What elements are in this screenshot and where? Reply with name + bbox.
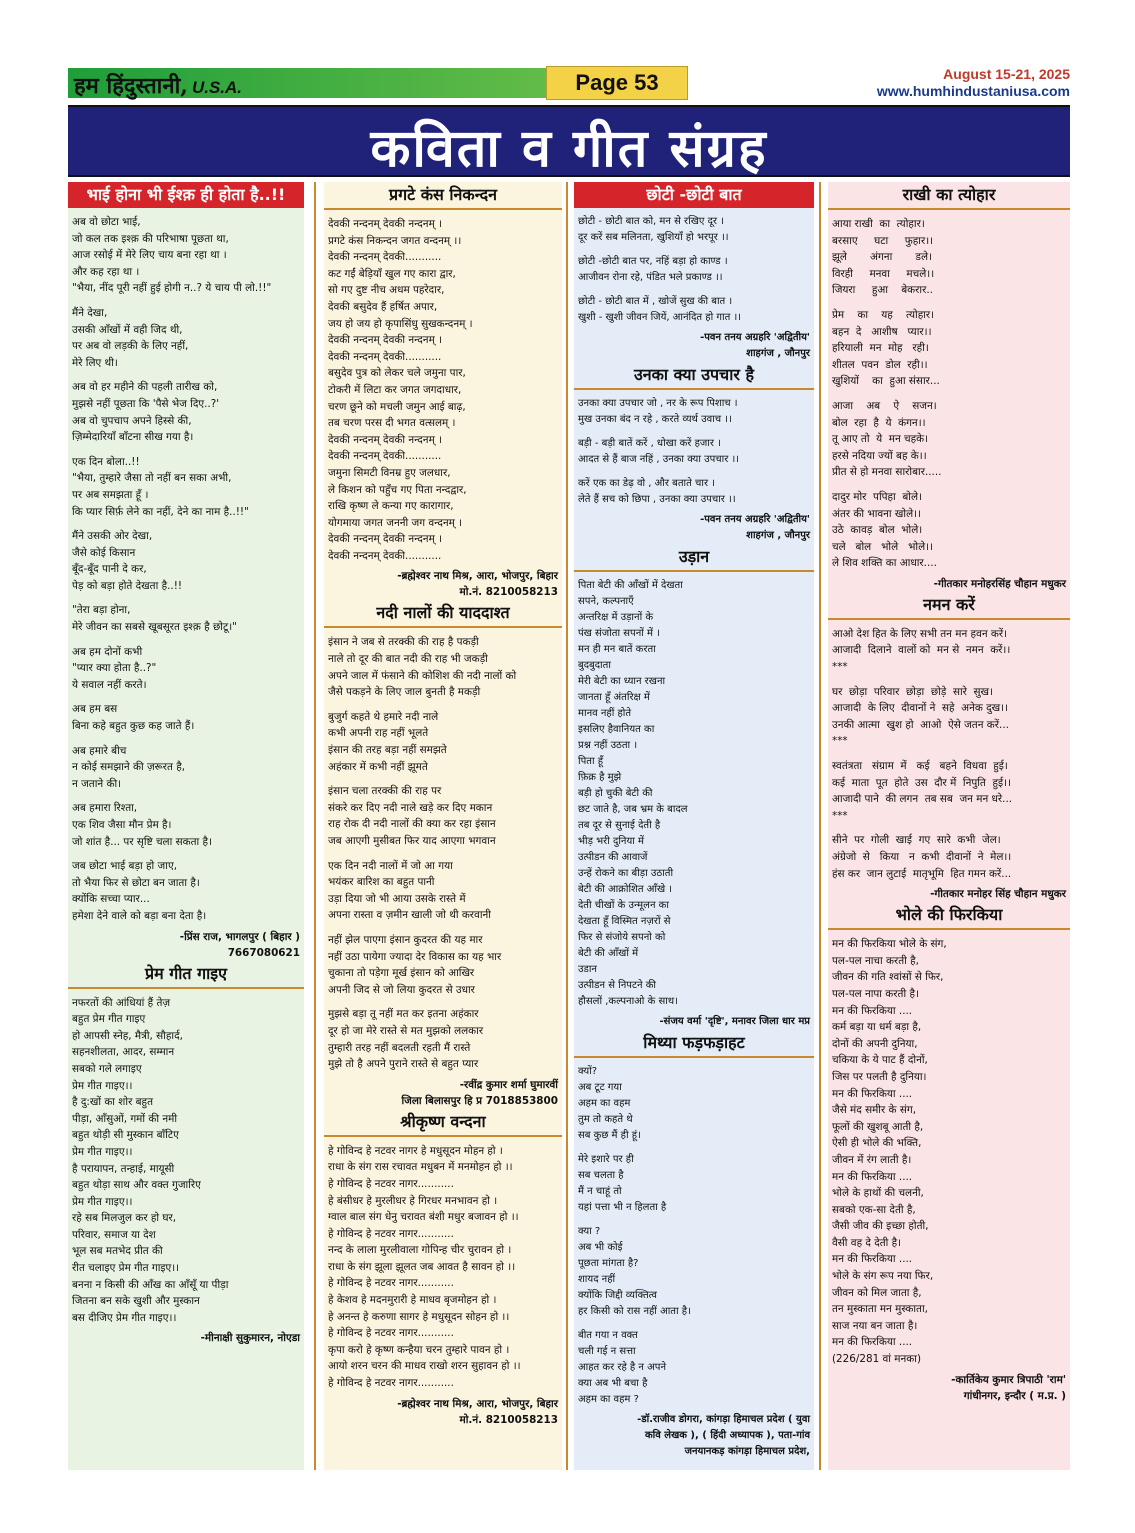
section-banner (68, 105, 1070, 177)
paper-name-usa: U.S.A. (191, 78, 242, 97)
poem-title: नमन करें (828, 592, 1070, 620)
poem-body (574, 396, 814, 544)
poem-body (574, 578, 814, 1030)
poem-body (828, 626, 1070, 902)
poem-body (828, 936, 1070, 1403)
poem-stanza: मैंने उसकी ओर देखा, जैसे कोई किसान बूँद-बूँद पानी दे कर, पेड़ को बड़ा होते देखता है..!! (72, 530, 183, 592)
poem-stanza: अब वो छोटा भाई, जो कल तक इश्क़ की परिभाषा पूछता था, आज रसोई में मेरे लिए चाय बना रहा था । और कह रहा था । "भैया, नींद पूरी नहीं हुई होगी न..? ये चाय पी लो.!!" (72, 216, 272, 295)
column-1 (68, 182, 304, 1470)
poem-author: -संजय वर्मा 'दृष्टि', मनावर जिला धार मप्र (659, 1016, 810, 1027)
poem-body (574, 1064, 814, 1460)
poem-stanza: छोटी - छोटी बात को, मन से रखिए दूर । दूर करें सब मलिनता, खुशियाँ हो भरपूर ।। (578, 216, 729, 243)
poem-stanza: क्यों? अब टूट गया अहम का वहम तुम तो कहते थे सब कुछ मैं ही हूं। (578, 1066, 641, 1141)
poem-body (324, 634, 562, 1108)
poem-author: -मीनाक्षी सुकुमारन, नोएडा (200, 1332, 300, 1345)
poem-stanza: एक दिन बोला..!! "भैया, तुम्हारे जैसा तो नहीं बन सका अभी, पर अब समझता हूँ । कि प्यार सिर्फ़ लेने का नहीं, देने का नाम है..!!" (72, 455, 249, 518)
poem-stanza: बड़ी - बड़ी बातें करें , धोखा करें हजार । आदत से हैं बाज नहिं , उनका क्या उपचार ।। (578, 438, 740, 465)
poem-title: उड़ान (574, 544, 814, 572)
poem-stanza: बीत गया न वक्त चली गई न सत्ता आहत कर रहे है न अपने क्या अब भी बचा है अहम का वहम ? (578, 1330, 667, 1405)
poem-title: छोटी -छोटी बात (574, 182, 814, 208)
poem-body (574, 214, 814, 362)
poem-stanza: देवकी नन्दनम् देवकी नन्दनम् । प्रगटे कंस निकन्दन जगत वन्दनम् ।। देवकी नन्दनम् देवकी........... कट गईं बेड़ियाँ खुल गए कारा द्वार, सो गए दुष्ट नीच अधम पहरेदार, देवकी बसुदेव हैं हर्षित अपार, जय हो जय हो कृपासिंधु सुखकन्दनम् । देवकी नन्दनम् देवकी नन्दनम् । देवकी नन्दनम् देवकी........... बसुदेव पुत्र को लेकर चले जमुना पार, टोकरी में लिटा कर जगत जगदाधार, चरण छूने को मचली जमुन आई बाढ़, तब चरण परस दी भगत वत्सलम् । देवकी नन्दनम् देवकी नन्दनम् । देवकी नन्दनम् देवकी........... जमुना सिमटी विनम्र हुए जलधार, ले किशन को पहुँच गए पिता नन्दद्वार, राखि कृष्ण ले कन्या गए कारागार, योगमाया जगत जननी जग वन्दनम् । देवकी नन्दनम् देवकी नन्दनम् । देवकी नन्दनम् देवकी........... (328, 218, 473, 562)
poem-body (68, 214, 304, 961)
poem-section (68, 961, 304, 1347)
poem-stanza: बुजुर्ग कहते थे हमारे नदी नाले कभी अपनी राह नहीं भूलते इंसान की तरह बड़ा नहीं समझते अहंकार में कभी नहीं झूमते (328, 710, 447, 773)
poem-title: प्रेम गीत गाइए (68, 961, 304, 989)
poem-stanza: अब हम बस बिना कहे बहुत कुछ कह जाते हैं। (72, 703, 195, 733)
poem-title: भाई होना भी ईश्क़ ही होता है..!! (68, 182, 304, 208)
column-divider (566, 182, 568, 1470)
column-3 (574, 182, 814, 1470)
poem-section (574, 544, 814, 1030)
poem-stanza: जब छोटा भाई बड़ा हो जाए, तो भैया फिर से छोटा बन जाता है। क्योंकि सच्चा प्यार... हमेशा देने वाले को बड़ा बना देता है। (72, 860, 207, 922)
poem-stanza: दादुर मोर पपिहा बोले। अंतर की भावना खोले।। उठे कावड़ बोल भोले। चले बोल भोले भोले।। ले शिव शक्ति का आधार.... (832, 490, 937, 570)
poem-section (574, 1030, 814, 1460)
poem-section (828, 902, 1070, 1403)
poem-stanza: अब हमारे बीच न कोई समझाने की ज़रूरत है, न जताने की। (72, 744, 186, 790)
poem-stanza: पिता बेटी की आँखों में देखता सपने, कल्पनाएँ अन्तरिक्ष में उड़ानों के पंख संजोता सपनों में । मन ही मन बातें करता बुदबुदाता मेरी बेटी का ध्यान रखना जानता हूँ अंतरिक्ष में मानव नहीं होते इसलिए हैवानियत का प्रश्न नहीं उठता । पिता हूँ फ़िक्र है मुझे बड़ी हो चुकी बेटी की छट जाते है, जब भ्रम के बादल तब दूर से सुनाई देती है भीड़ भरी दुनिया में उत्पीडन की आवाजें उन्हें रोकने का बीड़ा उठाती बेटी की आक्रोशित आँखे । देती चीखों के उन्मूलन का देखता हूँ विस्मित नज़रों से फिर से संजोये सपनो को बेटी की आँखों में उडान उत्पीडन से निपटने की हौसलों ,कल्पनाओ के साथ। (578, 580, 688, 1007)
issue-date: August 15-21, 2025 (943, 66, 1070, 82)
poem-stanza: आया राखी का त्योहार। बरसाए घटा फुहार।। झूले अंगना डले। विरही मनवा मचले।। जियरा हुआ बेकरार.. (832, 218, 935, 297)
poem-section (828, 592, 1070, 902)
page-number: Page 53 (546, 66, 688, 100)
poem-stanza: छोटी -छोटी बात पर, नहिं बड़ा हो काण्ड । आजीवन रोना रहे, पंडित भले प्रकाण्ड ।। (578, 256, 728, 283)
masthead (68, 66, 1070, 100)
poem-title: भोले की फिरकिया (828, 902, 1070, 930)
poem-stanza: करें एक का डेढ़ वो , और बताते चार । लेते हैं सच को छिपा , उनका क्या उपचार ।। (578, 478, 736, 505)
poem-author: -गीतकार मनोहरसिंह चौहान मधुकर (933, 577, 1066, 590)
poem-author: -डॉ.राजीव डोगरा, कांगड़ा हिमाचल प्रदेश ( युवा कवि लेखक ), ( हिंदी अध्यापक ), पता-गांव जनयानकड़ कांगड़ा हिमाचल प्रदेश, (637, 1414, 810, 1457)
poem-title: प्रगटे कंस निकन्दन (324, 182, 562, 210)
column-4 (828, 182, 1070, 1470)
poem-author: -गीतकार मनोहर सिंह चौहान मधुकर (930, 888, 1066, 901)
poem-stanza: "तेरा बड़ा होना, मेरे जीवन का सबसे खूबसूरत इश्क़ है छोटू।" (72, 604, 237, 634)
poem-stanza: सीने पर गोली खाई गए सारे कभी जेल। अंग्रेजो से किया न कभी दीवानों ने मेल।। हंस कर जान लुटाई मातृभूमि हित गमन करें... (832, 834, 1012, 880)
poem-body (324, 216, 562, 600)
paper-name (74, 70, 242, 100)
poem-stanza: उनका क्या उपचार जो , नर के रूप पिशाच । मुख उनका बंद न रहे , करते व्यर्थ उवाच ।। (578, 398, 738, 425)
poem-stanza: क्या ? अब भी कोई पूछता मांगता है? शायद नहीं क्योंकि जिद्दी व्यक्तित्व हर किसी को रास नहीं आता है। (578, 1226, 691, 1317)
poem-section (828, 182, 1070, 592)
poem-section (574, 182, 814, 362)
poem-title: मिथ्या फड़फड़ाहट (574, 1030, 814, 1058)
paper-name-hindi: हम हिंदुस्तानी, (74, 73, 188, 99)
poem-title: उनका क्या उपचार है (574, 362, 814, 390)
poem-stanza: इंसान ने जब से तरक्की की राह है पकड़ी नाले तो दूर की बात नदी की राह भी जकड़ी अपने जाल में फंसाने की कोशिश की नदी नालों को जैसे पकड़ने के लिए जाल बुनती है मकड़ी (328, 636, 517, 699)
poem-section (68, 182, 304, 961)
poem-author: -ब्रह्मेश्वर नाथ मिश्र, आरा, भोजपुर, बिहार मो.नं. 8210058213 (397, 1397, 558, 1426)
poem-author: -प्रिंस राज, भागलपुर ( बिहार ) 7667080621 (179, 930, 300, 959)
poem-stanza: इंसान चला तरक्की की राह पर संकरे कर दिए नदी नाले खड़े कर दिए मकान राह रोक दी नदी नालों की क्या कर रहा इंसान जब आएगी मुसीबत फिर याद आएगा भगवान (328, 785, 496, 847)
poem-title: राखी का त्योहार (828, 182, 1070, 210)
poem-body (324, 1143, 562, 1428)
column-2 (324, 182, 562, 1470)
poem-author: -रवींद्र कुमार शर्मा घुमारवीं जिला बिलासपुर हि प्र 7018853800 (401, 1078, 558, 1107)
poem-section (574, 362, 814, 544)
column-divider (314, 182, 316, 1470)
poem-stanza: अब वो हर महीने की पहली तारीख को, मुझसे नहीं पूछता कि 'पैसे भेज दिए..?' अब वो चुपचाप अपने हिस्से की, ज़िम्मेदारियाँ बाँटना सीख गया है। (72, 381, 220, 444)
poem-stanza: एक दिन नदी नालों में जो आ गया भयंकर बारिश का बहुत पानी उड़ा दिया जो भी आया उसके रास्ते में अपना रास्ता व ज़मीन खाली जो थी करवानी (328, 859, 491, 922)
poem-stanza: घर छोड़ा परिवार छोड़ा छोड़े सारे सुख। आजादी के लिए दीवानों ने सहे अनेक दुख।। उनकी आत्मा खुश हो आओ ऐसे जतन करें... *** (832, 685, 1009, 748)
poem-stanza: स्वतंत्रता संग्राम में कई बहने विधवा हुई। कई माता पूत होते उस दौर में निपुति हुई।। आजादी पाने की लगन तब सब जन मन धरे... *** (832, 760, 1013, 822)
poem-stanza: नहीं झेल पाएगा इंसान कुदरत की यह मार नहीं उठा पायेगा ज्यादा देर विकास का यह भार चुकाना तो पड़ेगा मूर्ख इंसान को आखिर अपनी जिद से जो लिया कुदरत से उधार (328, 933, 502, 996)
poem-author: -ब्रह्मेश्वर नाथ मिश्र, आरा, भोजपुर, बिहार मो.नं. 8210058213 (397, 570, 558, 599)
poem-body (828, 216, 1070, 592)
poem-author: -पवन तनय अग्रहरि 'अद्वितीय' शाहगंज , जौनपुर (700, 514, 810, 541)
poem-author: -पवन तनय अग्रहरि 'अद्वितीय' शाहगंज , जौनपुर (700, 332, 810, 359)
poem-stanza: आओ देश हित के लिए सभी तन मन हवन करें। आजादी दिलाने वालों को मन से नमन करें।। *** (832, 627, 1011, 674)
poem-section (324, 600, 562, 1108)
poem-section (324, 1109, 562, 1428)
poem-section (324, 182, 562, 600)
poem-author: -कार्तिकेय कुमार त्रिपाठी 'राम' गांधीनगर, इन्दौर ( म.प्र. ) (951, 1373, 1066, 1402)
banner-title: कविता व गीत संग्रह (370, 119, 768, 179)
poem-stanza: अब हमारा रिश्ता, एक शिव जैसा मौन प्रेम है। जो शांत है... पर सृष्टि चला सकता है। (72, 802, 212, 848)
poem-body (68, 995, 304, 1347)
column-divider (819, 182, 821, 1470)
poem-stanza: मुझसे बड़ा तू नहीं मत कर इतना अहंकार दूर हो जा मेरे रास्ते से मत मुझको ललकार तुम्हारी तरह नहीं बदलती रहती मैं रास्ते मुझे तो है अपने पुराने रास्ते से बहुत प्यार (328, 1008, 484, 1071)
poem-stanza: मैंने देखा, उसकी आँखों में वही जिद थी, पर अब वो लड़की के लिए नहीं, मेरे लिए थी। (72, 306, 189, 369)
poem-stanza: छोटी - छोटी बात में , खोजें सुख की बात । खुशी - खुशी जीवन जियें, आनंदित हो गात ।। (578, 296, 742, 323)
poem-stanza: मन की फिरकिया भोले के संग, पल-पल नाचा करती है, जीवन की गति श्वांसों से फिर, पल-पल नापा करती है। मन की फिरकिया .... कर्म बड़ा या धर्म बड़ा है, दोनों की अपनी दुनिया, चकिया के ये पाट हैं दोनों, जिस पर पलती है दुनिया। मन की फिरकिया .... जैसे मंद समीर के संग, फूलों की खुशबू आती है, ऐसी ही भोले की भक्ति, जीवन में रंग लाती है। मन की फिरकिया .... भोले के हाथों की चलनी, सबको एक-सा देती है, जैसी जीव की इच्छा होती, वैसी वह दे देती है। मन की फिरकिया .... भोले के संग रूप नया फिर, जीवन को मिल जाता है, तन मुस्काता मन मुस्काता, साज नया बन जाता है। मन की फिरकिया .... (226/281 वां मनका) (832, 938, 947, 1366)
poem-title: नदी नालों की याददाश्त (324, 600, 562, 628)
poem-stanza: अब हम दोनों कभी "प्यार क्या होता है..?" ये सवाल नहीं करते। (72, 645, 157, 691)
poem-stanza: हे गोविन्द हे नटवर नागर हे मधुसूदन मोहन हो । राधा के संग रास रचावत मधुबन में मनमोहन हो ।। हे गोविन्द हे नटवर नागर........... हे बंसीधर हे मुरलीधर हे गिरधर मनभावन हो । ग्वाल बाल संग धेनु चरावत बंशी मधुर बजावन हो ।। हे गोविन्द हे नटवर नागर........... नन्द के लाला मुरलीवाला गोपिन्ह चीर चुरावन हो । राधा के संग झूला झूलत जब आवत है सावन हो ।। हे गोविन्द हे नटवर नागर........... हे केशव हे मदनमुरारी हे माधव बृजमोहन हो । हे अनन्त हे करुणा सागर हे मधुसूदन सोहन हो ।। हे गोविन्द हे नटवर नागर........... कृपा करो हे कृष्ण कन्हैया चरन तुम्हारे पावन हो । आयो शरन चरन की माधव राखो शरन सुहावन हो ।। हे गोविन्द हे नटवर नागर........... (328, 1144, 521, 1390)
website-link[interactable]: www.humhindustaniusa.com (876, 83, 1070, 99)
poem-title: श्रीकृष्ण वन्दना (324, 1109, 562, 1137)
poem-stanza: प्रेम का यह त्योहार। बहन दे आशीष प्यार।। हरियाली मन मोह रही। शीतल पवन डोल रही।। खुशियों का हुआ संसार... (832, 308, 940, 388)
poem-stanza: नफरतों की आंधियां हैं तेज़ बहुत प्रेम गीत गाइए हो आपसी स्नेह, मैत्री, सौहार्द, सहनशीलता, आदर, सम्मान सबको गले लगाइए प्रेम गीत गाइए।। है दु:खों का शोर बहुत पीड़ा, आँसुओं, गमों की नमी बहुत थोड़ी सी मुस्कान बाँटिए प्रेम गीत गाइए।। है परायापन, तन्हाई, मायूसी बहुत थोड़ा साथ और वक्त गुजारिए प्रेम गीत गाइए।। रहे सब मिलजुल कर हो घर, परिवार, समाज या देश भूल सब मतभेद प्रीत की रीत चलाइए प्रेम गीत गाइए।। बनना न किसी की आँख का आँसूँ या पीड़ा जितना बन सके खुशी और मुस्कान बस दीजिए प्रेम गीत गाइए।। (72, 996, 229, 1324)
poem-stanza: मेरे इशारे पर ही सब चलता है मैं न चाहूं तो यहां पत्ता भी न हिलता है (578, 1154, 667, 1213)
poem-stanza: आजा अब ऐ सजन। बोल रहा है ये कंगन।। तू आए तो ये मन चहके। हरसे नदिया ज्यों बह के।। प्रीत से हो मनवा सारोबार..... (832, 399, 942, 479)
